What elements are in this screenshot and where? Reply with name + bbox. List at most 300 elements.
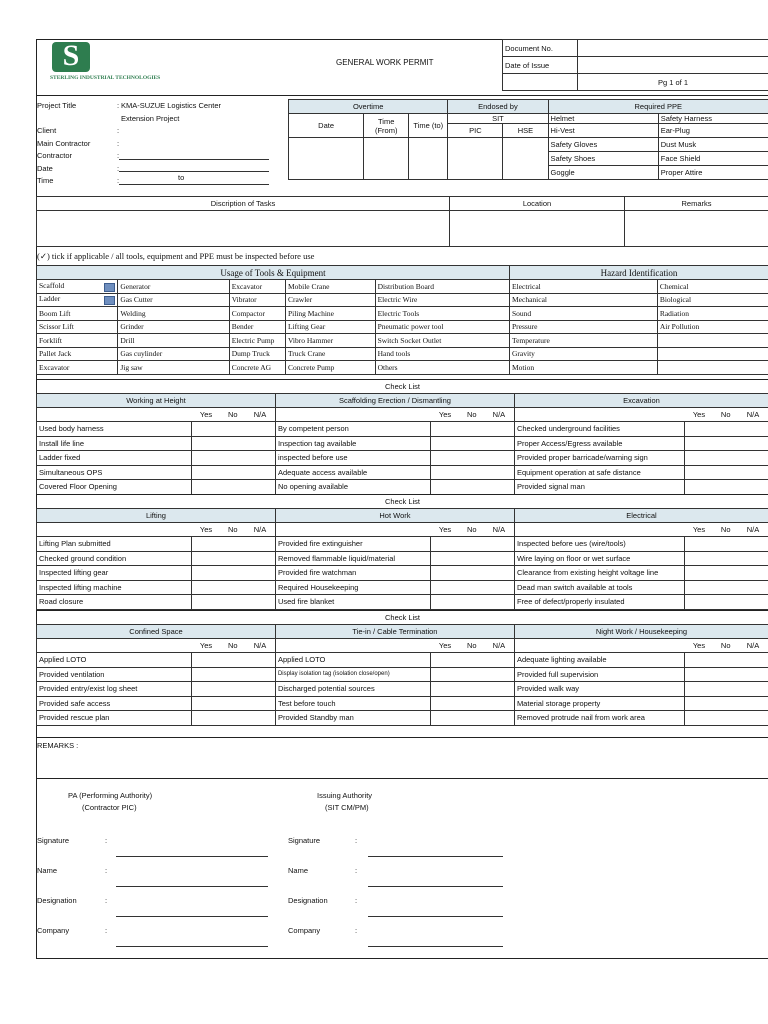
checklist-item: Install life line [37, 436, 192, 451]
checklist-item: Wire laying on floor or wet surface [514, 551, 684, 566]
checklist-answer-cell[interactable] [192, 551, 276, 566]
checklist-answer-cell[interactable] [430, 595, 514, 610]
tool-item[interactable]: Chemical [657, 280, 768, 294]
checklist-section-header: Excavation [514, 394, 768, 408]
checklist-item: inspected before use [275, 451, 430, 466]
checklist-answer-cell[interactable] [192, 667, 276, 682]
checklist-item: Display isolation tag (isolation close/open) [275, 667, 430, 682]
colon: : [117, 176, 120, 185]
tool-item[interactable] [657, 347, 768, 361]
checklist-item: Covered Floor Opening [37, 480, 192, 495]
tool-item[interactable]: Switch Socket Outlet [375, 334, 509, 348]
tool-item[interactable]: Compactor [229, 307, 285, 321]
tool-item[interactable]: Ladder [37, 293, 118, 307]
checklist-item: Provided full supervision [514, 667, 684, 682]
ppe-header: Required PPE [548, 100, 768, 114]
tick-note: (✓) tick if applicable / all tools, equipment and PPE must be inspected before use [37, 251, 315, 261]
sign-field-label: Company [37, 926, 70, 935]
colon: : [355, 836, 358, 845]
doc-info-table [502, 39, 768, 91]
tool-item[interactable]: Mechanical [510, 293, 658, 307]
checklist-row [37, 436, 768, 451]
checklist-item: Lifting Plan submitted [37, 537, 192, 552]
permit-title: GENERAL WORK PERMIT [336, 58, 434, 67]
tool-item[interactable]: Welding [118, 307, 229, 321]
tool-item[interactable]: Motion [510, 361, 658, 375]
tool-item[interactable]: Mobile Crane [285, 280, 375, 294]
checklist-answer-cell[interactable] [192, 682, 276, 697]
sign-field-line[interactable] [368, 946, 503, 947]
checklist-item: Provided proper barricade/warning sign [514, 451, 684, 466]
tools-row [37, 320, 768, 334]
yn-label: No [227, 410, 238, 419]
yn-label: Yes [438, 410, 452, 419]
overtime-header: Overtime [289, 100, 448, 114]
overtime-from: Time (From) [364, 114, 409, 138]
checklist-answer-cell[interactable] [192, 566, 276, 581]
sign-field-line[interactable] [116, 886, 268, 887]
checklist-answer-cell[interactable] [684, 595, 768, 610]
time-underline[interactable] [119, 171, 269, 172]
checklist-item: Dead man switch available at tools [514, 580, 684, 595]
yn-label: N/A [484, 523, 515, 537]
pic-field[interactable] [448, 138, 503, 180]
tool-item[interactable]: Vibrator [229, 293, 285, 307]
checklist-answer-cell[interactable] [192, 537, 276, 552]
tool-item[interactable]: Gas cuylinder [118, 347, 229, 361]
tool-item[interactable]: Hand tools [375, 347, 509, 361]
tool-item[interactable] [657, 361, 768, 375]
checklist-answer-cell[interactable] [430, 465, 514, 480]
checklist-row [37, 667, 768, 682]
checklist-section-header: Working at Height [37, 394, 276, 408]
colon: : [355, 866, 358, 875]
ia-sub-label: (SIT CM/PM) [325, 803, 369, 812]
checklist-section-header: Scaffolding Erection / Dismantling [275, 394, 514, 408]
checklist-section-header: Confined Space [37, 625, 276, 639]
tool-item[interactable]: Forklift [37, 334, 118, 348]
tools-row [37, 361, 768, 375]
yn-label: N/A [738, 408, 768, 422]
checklist-table [36, 624, 768, 726]
tools-row [37, 280, 768, 294]
checklist-section-header: Hot Work [275, 509, 514, 523]
checklist-answer-cell[interactable] [430, 667, 514, 682]
checklist-answer-cell[interactable] [430, 711, 514, 726]
label-client: Client [37, 126, 57, 135]
ppe-item[interactable]: Safety Harness [658, 114, 768, 124]
date-issue-label: Date of Issue [503, 57, 578, 74]
colon: : [117, 163, 120, 173]
colon: : [117, 151, 120, 160]
checklist-answer-cell[interactable] [684, 566, 768, 581]
yn-label: N/A [484, 639, 515, 653]
checklist-item: Clearance from existing height voltage line [514, 566, 684, 581]
checklist-item: Adequate lighting available [514, 653, 684, 668]
tool-item[interactable]: Sound [510, 307, 658, 321]
ppe-item[interactable]: Proper Attire [658, 166, 768, 180]
hse-label: HSE [503, 124, 548, 138]
sign-field-label: Name [37, 866, 58, 875]
checklist-answer-cell[interactable] [192, 480, 276, 495]
checklist-answer-cell[interactable] [684, 480, 768, 495]
tool-item[interactable]: Pallet Jack [37, 347, 118, 361]
tool-item[interactable]: Excavator [37, 361, 118, 375]
tools-row [37, 347, 768, 361]
checklist-answer-cell[interactable] [430, 422, 514, 437]
checklist-item: Ladder fixed [37, 451, 192, 466]
remarks-header: Remarks [625, 197, 768, 211]
checklist-answer-cell[interactable] [430, 451, 514, 466]
hse-field[interactable] [503, 138, 548, 180]
checklist-item: Provided walk way [514, 682, 684, 697]
checklist-answer-cell[interactable] [684, 711, 768, 726]
checklist-answer-cell[interactable] [430, 653, 514, 668]
yn-label: Yes [692, 525, 706, 534]
overtime-date: Date [289, 114, 364, 138]
checklist-answer-cell[interactable] [192, 580, 276, 595]
checklist-answer-cell[interactable] [430, 551, 514, 566]
colon: : [105, 866, 108, 875]
checklist-item: Material storage property [514, 696, 684, 711]
page-number: Pg 1 of 1 [578, 74, 768, 91]
checklist-item: Proper Access/Egress available [514, 436, 684, 451]
pic-label: PIC [448, 124, 503, 138]
tool-item[interactable]: Piling Machine [285, 307, 375, 321]
date-underline[interactable] [119, 159, 269, 160]
tool-item[interactable]: Generator [118, 280, 229, 294]
ppe-item[interactable]: Dust Musk [658, 138, 768, 152]
sit-label: SIT [448, 114, 548, 124]
yn-label: No [466, 410, 477, 419]
tool-item[interactable]: Gas Cutter [118, 293, 229, 307]
label-project-title: Project Title [37, 101, 77, 110]
project-colons [117, 100, 119, 188]
ppe-item[interactable]: Hi-Vest [548, 124, 658, 138]
checklist-item: Removed protrude nail from work area [514, 711, 684, 726]
time-underline-2[interactable] [119, 184, 269, 185]
label-time: Time [37, 176, 54, 185]
checklist-item: Provided signal man [514, 480, 684, 495]
checklist-table [36, 508, 768, 610]
checklist-item: Equipment operation at safe distance [514, 465, 684, 480]
checklist-answer-cell[interactable] [684, 696, 768, 711]
checklist-answer-cell[interactable] [430, 480, 514, 495]
checklist-answer-cell[interactable] [430, 580, 514, 595]
tool-item[interactable]: Electric Tools [375, 307, 509, 321]
checkbox-icon[interactable] [104, 296, 115, 305]
pa-label: PA (Performing Authority) [68, 791, 153, 800]
checklist-answer-cell[interactable] [684, 580, 768, 595]
sign-field-label: Signature [37, 836, 70, 845]
remarks-area[interactable] [36, 737, 768, 779]
tools-row [37, 307, 768, 321]
sign-field-line[interactable] [368, 916, 503, 917]
colon: : [117, 101, 120, 110]
ppe-item[interactable]: Helmet [548, 114, 658, 124]
tool-item[interactable] [657, 334, 768, 348]
sign-field-line[interactable] [116, 946, 268, 947]
endorsed-header: Endosed by [448, 100, 548, 114]
yn-label: N/A [245, 408, 276, 422]
checklist-label: Check List [36, 379, 768, 394]
ppe-item[interactable]: Face Shield [658, 152, 768, 166]
yn-label: Yes [438, 525, 452, 534]
checklist-answer-cell[interactable] [192, 711, 276, 726]
checklist-answer-cell[interactable] [684, 537, 768, 552]
label-contractor: Contractor [37, 151, 73, 160]
remarks-field[interactable] [625, 211, 768, 247]
yn-label: N/A [738, 639, 768, 653]
tool-item[interactable]: Radiation [657, 307, 768, 321]
checklist-row [37, 653, 768, 668]
location-header: Location [450, 197, 625, 211]
checklist-item: Road closure [37, 595, 192, 610]
sign-field-line[interactable] [368, 856, 503, 857]
checklist-answer-cell[interactable] [684, 436, 768, 451]
tool-item[interactable]: Boom Lift [37, 307, 118, 321]
yn-label: No [466, 641, 477, 650]
checklist-item: Used body harness [37, 422, 192, 437]
overtime-to-field[interactable] [409, 138, 448, 180]
tools-header: Usage of Tools & Equipment [37, 266, 510, 280]
checklist-item: Checked underground facilities [514, 422, 684, 437]
tool-item[interactable]: Air Pollution [657, 320, 768, 334]
checklist-item: Inspection tag available [275, 436, 430, 451]
checklist-item: Checked ground condition [37, 551, 192, 566]
document-no-label: Document No. [503, 40, 578, 57]
checklist-row [37, 451, 768, 466]
location-field[interactable] [450, 211, 625, 247]
project-labels [37, 100, 90, 188]
ppe-item[interactable]: Ear-Plug [658, 124, 768, 138]
checklist-section-header: Night Work / Housekeeping [514, 625, 768, 639]
yn-label: Yes [438, 641, 452, 650]
sign-field-label: Name [288, 866, 309, 875]
checklist-answer-cell[interactable] [192, 465, 276, 480]
checklist-item: Simultaneous OPS [37, 465, 192, 480]
tool-item[interactable]: Electrical [510, 280, 658, 294]
ppe-item[interactable]: Safety Gloves [548, 138, 658, 152]
checklist-answer-cell[interactable] [192, 696, 276, 711]
colon: : [117, 126, 120, 135]
yn-label: N/A [484, 408, 515, 422]
checklist-row [37, 696, 768, 711]
checklist-answer-cell[interactable] [430, 696, 514, 711]
checklist-answer-cell[interactable] [192, 436, 276, 451]
yn-label: Yes [692, 410, 706, 419]
checklist-item: Adequate access available [275, 465, 430, 480]
checklist-answer-cell[interactable] [684, 667, 768, 682]
checklist-item: Provided safe access [37, 696, 192, 711]
tool-item[interactable]: Concrete AG [229, 361, 285, 375]
checklist-item: Test before touch [275, 696, 430, 711]
yn-label: N/A [738, 523, 768, 537]
checklist-item: Free of defect/properly insulated [514, 595, 684, 610]
colon: : [105, 926, 108, 935]
ia-label: Issuing Authority [317, 791, 373, 800]
checklist-section-header: Electrical [514, 509, 768, 523]
checklist-item: Applied LOTO [37, 653, 192, 668]
checklist-answer-cell[interactable] [684, 451, 768, 466]
tools-row [37, 293, 768, 307]
checklist-answer-cell[interactable] [192, 451, 276, 466]
checklist-row [37, 465, 768, 480]
tool-item[interactable]: Dump Truck [229, 347, 285, 361]
checklist-label: Check List [36, 610, 768, 625]
ppe-item[interactable]: Goggle [548, 166, 658, 180]
checklist-answer-cell[interactable] [684, 682, 768, 697]
ppe-item[interactable]: Safety Shoes [548, 152, 658, 166]
checklist-row [37, 580, 768, 595]
sign-field-line[interactable] [368, 886, 503, 887]
yn-label: No [720, 410, 731, 419]
colon: : [355, 926, 358, 935]
sign-field-label: Signature [288, 836, 321, 845]
checklist-item: Required Housekeeping [275, 580, 430, 595]
yn-label: No [720, 641, 731, 650]
checklist-row [37, 566, 768, 581]
checklist-item: Inspected before ues (wire/tools) [514, 537, 684, 552]
tool-item[interactable]: Scissor Lift [37, 320, 118, 334]
date-issue-field[interactable] [578, 57, 768, 74]
checklist-item: No opening available [275, 480, 430, 495]
checklist-row [37, 537, 768, 552]
checklist-item: Removed flammable liquid/material [275, 551, 430, 566]
task-description-field[interactable] [37, 211, 450, 247]
project-title-line1: KMA-SUZUE Logistics Center [121, 101, 222, 110]
sign-field-line[interactable] [116, 856, 268, 857]
task-description-header: Discription of Tasks [37, 197, 450, 211]
tool-item[interactable]: Distribution Board [375, 280, 509, 294]
tool-item[interactable]: Lifting Gear [285, 320, 375, 334]
hazard-header: Hazard Identification [510, 266, 768, 280]
checklist-answer-cell[interactable] [684, 422, 768, 437]
tool-item[interactable]: Gravity [510, 347, 658, 361]
tool-item[interactable]: Vibro Hammer [285, 334, 375, 348]
checklist-answer-cell[interactable] [430, 537, 514, 552]
tool-item[interactable]: Pressure [510, 320, 658, 334]
checklist-item: Used fire blanket [275, 595, 430, 610]
company-logo [52, 39, 90, 72]
yn-label: No [227, 641, 238, 650]
tools-table [36, 265, 768, 375]
checklist-answer-cell[interactable] [430, 682, 514, 697]
tool-item[interactable]: Grinder [118, 320, 229, 334]
colon: : [117, 138, 120, 148]
checklist-item: Provided Standby man [275, 711, 430, 726]
label-date: Date [37, 163, 53, 173]
yn-label: N/A [245, 639, 276, 653]
document-no-field[interactable] [578, 40, 768, 57]
overtime-from-field[interactable] [364, 138, 409, 180]
checklist-table [36, 393, 768, 495]
checklist-answer-cell[interactable] [684, 551, 768, 566]
tool-item[interactable]: Drill [118, 334, 229, 348]
sign-field-label: Designation [37, 896, 77, 905]
yn-label: No [466, 525, 477, 534]
checklist-item: Applied LOTO [275, 653, 430, 668]
tool-item[interactable]: Jig saw [118, 361, 229, 375]
overtime-ppe-table [288, 99, 768, 180]
checklist-item: Provided entry/exist log sheet [37, 682, 192, 697]
checklist-answer-cell[interactable] [684, 653, 768, 668]
pa-sub-label: (Contractor PIC) [82, 803, 137, 812]
task-table [36, 196, 768, 247]
overtime-date-field[interactable] [289, 138, 364, 180]
time-to-label: to [178, 173, 185, 182]
project-title-value [121, 100, 221, 125]
checklist-answer-cell[interactable] [684, 465, 768, 480]
checklist-item: Provided fire watchman [275, 566, 430, 581]
checklist-row [37, 682, 768, 697]
tool-item[interactable]: Excavator [229, 280, 285, 294]
checklist-section-header: Tie-in / Cable Termination [275, 625, 514, 639]
yn-label: Yes [692, 641, 706, 650]
checklist-item: By competent person [275, 422, 430, 437]
tool-item[interactable]: Concrete Pump [285, 361, 375, 375]
yn-label: No [227, 525, 238, 534]
checklist-answer-cell[interactable] [430, 436, 514, 451]
tool-item[interactable]: Pneumatic power tool [375, 320, 509, 334]
tool-item[interactable]: Biological [657, 293, 768, 307]
yn-label: N/A [245, 523, 276, 537]
label-main-contractor: Main Contractor [37, 138, 91, 148]
checklist-row [37, 422, 768, 437]
tool-item[interactable]: Electric Pump [229, 334, 285, 348]
checklist-row [37, 551, 768, 566]
yn-label: No [720, 525, 731, 534]
overtime-to: Time (to) [409, 114, 448, 138]
tools-row [37, 334, 768, 348]
checklist-row [37, 595, 768, 610]
checklist-row [37, 480, 768, 495]
checklist-item: Provided ventilation [37, 667, 192, 682]
sign-field-label: Designation [288, 896, 328, 905]
colon: : [355, 896, 358, 905]
tool-item[interactable]: Electric Wire [375, 293, 509, 307]
company-name: STERLING INDUSTRIAL TECHNOLOGIES [50, 75, 161, 81]
checklist-answer-cell[interactable] [430, 566, 514, 581]
checklist-item: Provided fire extinguisher [275, 537, 430, 552]
checklist-item: Discharged potential sources [275, 682, 430, 697]
checklist-label: Check List [36, 494, 768, 509]
checklist-item: Inspected lifting gear [37, 566, 192, 581]
logo-letter: S [62, 39, 80, 72]
checklist-answer-cell[interactable] [192, 422, 276, 437]
checklist-section-header: Lifting [37, 509, 276, 523]
tool-item[interactable]: Truck Crane [285, 347, 375, 361]
tool-item[interactable]: Bender [229, 320, 285, 334]
colon: : [105, 836, 108, 845]
checklist-row [37, 711, 768, 726]
tool-item[interactable]: Others [375, 361, 509, 375]
checklist-item: Inspected lifting machine [37, 580, 192, 595]
yn-label: Yes [199, 641, 213, 650]
colon: : [105, 896, 108, 905]
yn-label: Yes [199, 410, 213, 419]
checklist-item: Provided rescue plan [37, 711, 192, 726]
project-title-line2: Extension Project [121, 113, 180, 123]
tool-item[interactable]: Scaffold [37, 280, 118, 294]
sign-field-line[interactable] [116, 916, 268, 917]
tool-item[interactable]: Temperature [510, 334, 658, 348]
checklist-answer-cell[interactable] [192, 595, 276, 610]
remarks-label: REMARKS : [37, 741, 79, 750]
checklist-answer-cell[interactable] [192, 653, 276, 668]
checkbox-icon[interactable] [104, 283, 115, 292]
tool-item[interactable]: Crawler [285, 293, 375, 307]
